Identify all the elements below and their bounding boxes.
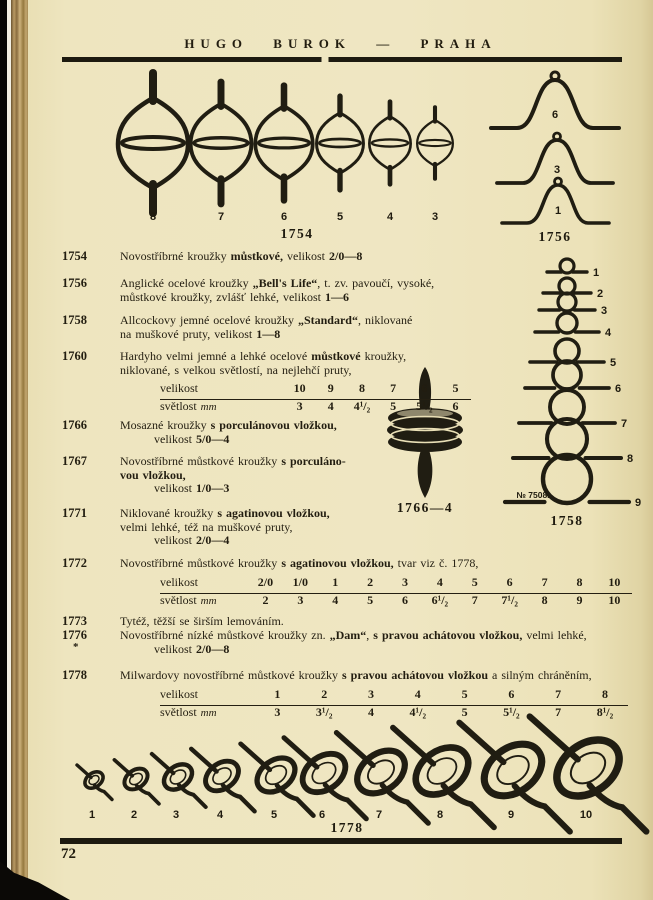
text-segment: velikost: [283, 249, 329, 263]
size-label: 6: [280, 211, 288, 223]
entry-number: [62, 419, 120, 433]
text-segment: Novostříbrné můstkové kroužky: [120, 454, 282, 468]
size-label: 3: [431, 211, 439, 223]
light-value: 3: [296, 399, 303, 413]
text-segment: a silným chráněním,: [488, 668, 592, 682]
text-segment: s agatinovou vložkou,: [281, 556, 394, 570]
entry-number: [62, 277, 120, 291]
text-segment: světlost: [160, 399, 197, 413]
entry-number: [62, 557, 120, 571]
light-row: [160, 400, 471, 417]
light-value: 4¹/₂: [409, 704, 427, 719]
text-segment: s porculánovou vložkou,: [210, 418, 337, 432]
size-table-1760: [160, 382, 471, 417]
book-page-stack-edge: [11, 0, 28, 900]
entry-line: [154, 534, 330, 548]
size-label: 7: [375, 809, 383, 821]
light-value: 2: [262, 592, 269, 607]
entry-number-text: 1776: [62, 628, 87, 642]
entry-line: [120, 364, 471, 378]
entry-line: [120, 455, 346, 469]
text-segment: Allcockovy jemné ocelové kroužky: [120, 313, 298, 327]
size-table-1772: [160, 576, 632, 611]
size-label: 3: [601, 305, 608, 317]
entry-number-text: 1767: [62, 454, 87, 468]
catalog-entry-1772: [62, 557, 632, 611]
entry-line: [120, 250, 362, 264]
light-row: [160, 594, 632, 611]
entry-body: [120, 277, 434, 304]
entry-line: [120, 669, 628, 683]
figure-caption: 1758: [550, 513, 584, 528]
unit-label: mm: [200, 594, 217, 607]
entry-number-text: 1771: [62, 506, 87, 520]
size-label: 10: [579, 809, 593, 821]
size-value: 9: [327, 381, 334, 395]
light-value: 6¹/₂: [431, 592, 449, 607]
text-segment: ,: [366, 628, 374, 642]
size-value: 3: [402, 574, 408, 589]
entry-number-text: 1778: [62, 668, 87, 682]
size-table-1778: [160, 688, 628, 723]
entry-number: [62, 250, 120, 264]
unit-label: mm: [200, 401, 217, 413]
catalog-entry-1771: [62, 507, 330, 548]
light-label: [160, 594, 248, 609]
light-value: 8¹/₂: [596, 704, 614, 719]
figure-1756-bell-guides: [487, 64, 642, 245]
light-value: 3¹/₂: [315, 704, 333, 719]
text-segment: „Dam“: [329, 628, 367, 642]
light-value: 5: [367, 592, 374, 607]
size-value: 6: [421, 381, 428, 395]
entry-line: [120, 419, 337, 433]
size-label: 7: [621, 418, 628, 430]
text-segment: 5/0—4: [196, 431, 230, 446]
size-value: 5: [452, 381, 459, 395]
text-segment: velmi lehké,: [522, 628, 587, 642]
size-value: 7: [555, 686, 562, 701]
entry-number: [62, 669, 120, 683]
page-number: 72: [61, 846, 76, 862]
entry-body: [120, 455, 346, 496]
entry-body: [120, 419, 337, 446]
figure-caption: 1766—4: [396, 500, 454, 515]
entry-line: [154, 643, 587, 657]
text-segment: 2/0—8: [196, 641, 230, 656]
size-label: 4: [386, 211, 394, 223]
entry-line: [154, 433, 337, 447]
size-value: 8: [601, 686, 608, 701]
entry-number: [62, 507, 120, 521]
entry-line: [120, 469, 346, 483]
text-segment: 1—6: [324, 289, 349, 304]
text-segment: Tytéž, těžší se širším lemováním.: [120, 614, 284, 628]
size-value: 5: [461, 686, 468, 701]
size-value: 3: [367, 686, 374, 701]
catalog-entry-1773: [62, 615, 284, 629]
footer-rule: [60, 838, 622, 844]
text-segment: Mosazné kroužky: [120, 418, 211, 432]
size-value: 8: [358, 381, 365, 395]
size-label: 3: [553, 164, 561, 176]
light-value: 4¹/₂: [353, 399, 371, 413]
light-value: 3: [274, 704, 281, 719]
text-segment: s agatinovou vložkou,: [217, 506, 330, 520]
size-value: 2: [321, 686, 328, 701]
entry-footnote-mark: *: [73, 640, 79, 653]
text-segment: velikost: [154, 641, 196, 656]
light-value: 7: [555, 704, 562, 719]
size-label: velikost: [160, 381, 198, 395]
light-value: 8: [541, 592, 548, 607]
size-label: 6: [615, 383, 622, 395]
entry-line: [120, 328, 412, 342]
light-value: 5: [390, 399, 397, 413]
light-value: 5¹/₂: [503, 704, 520, 719]
entry-body: [120, 250, 362, 264]
entry-body: [120, 669, 628, 723]
catalog-entry-1766: [62, 419, 337, 446]
size-row: [160, 576, 632, 594]
text-segment: na muškové pruty, velikost: [120, 326, 257, 341]
header-rule: [62, 57, 622, 62]
text-segment: 2/0—4: [196, 533, 230, 547]
entry-number-text: 1760: [62, 349, 87, 363]
size-value: 1/0: [292, 574, 308, 589]
text-segment: velikost: [154, 481, 196, 495]
text-segment: velmi lehké, též na muškové pruty,: [120, 519, 293, 534]
text-segment: Niklované kroužky: [120, 506, 218, 520]
size-label: 5: [336, 211, 344, 223]
text-segment: 2/0—8: [329, 249, 363, 263]
entry-number-text: 1754: [62, 249, 87, 263]
page-header: HUGO BUROK — PRAHA: [184, 36, 497, 51]
size-row: [160, 382, 471, 400]
text-segment: s pravou achátovou vložkou,: [373, 628, 523, 642]
light-value: 5¹/₂: [416, 399, 433, 413]
size-label: 9: [507, 809, 515, 821]
size-value: 5: [471, 574, 478, 589]
light-value: 4: [327, 399, 334, 413]
figure-1754-bridge-rings: [95, 70, 480, 243]
size-label: 3: [172, 809, 180, 821]
text-segment: s pravou achátovou vložkou: [341, 668, 488, 682]
bell-guides: [491, 72, 619, 223]
catalog-entry-1760: [62, 350, 471, 417]
entry-line: [120, 615, 284, 629]
text-segment: 1/0—3: [196, 481, 230, 495]
text-segment: , niklované: [357, 313, 413, 327]
light-label: [160, 706, 254, 721]
entry-number: [62, 615, 120, 629]
text-segment: velikost: [154, 533, 196, 547]
size-value: 1: [332, 574, 339, 589]
entry-number: [62, 629, 120, 651]
catalog-entry-1776: [62, 629, 587, 656]
text-segment: Novostříbrné můstkové kroužky: [120, 556, 282, 570]
entry-line: [120, 629, 587, 643]
size-label: 8: [436, 809, 444, 821]
light-value: 4: [367, 704, 374, 719]
entry-body: [120, 507, 330, 548]
text-segment: niklované, s velkou světlostí, na nejlehčí pruty,: [120, 362, 352, 377]
text-segment: Anglické ocelové kroužky: [120, 276, 253, 290]
size-value: 4: [414, 686, 421, 701]
text-segment: Hardyho velmi jemné a lehké ocelové: [120, 349, 312, 363]
entry-line: [120, 521, 330, 535]
text-segment: „Standard“: [297, 313, 358, 327]
size-label: 5: [610, 357, 617, 369]
text-segment: vou vložkou,: [120, 467, 186, 482]
entry-number-text: 1773: [62, 614, 87, 628]
entry-number: [62, 350, 120, 364]
light-value: 5: [461, 704, 468, 719]
entry-body: [120, 557, 632, 611]
light-value: 6: [452, 399, 459, 413]
entry-line: [120, 557, 632, 571]
entry-body: [120, 350, 471, 417]
text-segment: světlost: [160, 592, 197, 607]
light-value: 7¹/₂: [501, 592, 518, 607]
catalog-entry-1758: [62, 314, 412, 341]
light-row: [160, 706, 628, 723]
size-label: 2: [130, 809, 138, 821]
light-value: 6: [402, 592, 408, 607]
light-value: 10: [608, 592, 621, 607]
text-segment: s porculáno-: [281, 454, 346, 468]
text-segment: můstkové,: [230, 249, 283, 263]
size-value: 2: [367, 574, 374, 589]
entry-line: [120, 291, 434, 305]
light-value: 9: [576, 592, 583, 607]
size-label: 4: [216, 809, 224, 821]
text-segment: Milwardovy novostříbrné můstkové kroužky: [120, 668, 342, 682]
size-label: 8: [149, 211, 157, 223]
entry-line: [120, 314, 412, 328]
size-value: 8: [576, 574, 583, 589]
snake-guides: [505, 259, 629, 503]
size-value: 7: [541, 574, 548, 589]
size-label: 8: [627, 453, 634, 465]
figure-1778-agate-guides: [55, 710, 649, 836]
catalog-entry-1778: [62, 669, 628, 723]
text-segment: tvar viz č. 1778,: [393, 556, 479, 570]
agate-guide-row: [77, 717, 646, 832]
entry-number-text: 1756: [62, 276, 87, 290]
entry-body: [120, 314, 412, 341]
catalog-paper: [28, 0, 653, 900]
size-value: 1: [274, 686, 281, 701]
size-value: 6: [508, 686, 515, 701]
size-label: 6: [551, 109, 559, 121]
text-segment: Novostříbrné nízké můstkové kroužky zn.: [120, 628, 330, 642]
catalog-entry-1756: [62, 277, 434, 304]
entry-number-text: 1772: [62, 556, 87, 570]
entry-number-text: 1758: [62, 313, 87, 327]
text-segment: můstkové: [311, 349, 361, 363]
light-label: [160, 400, 284, 415]
light-value: 4: [332, 592, 339, 607]
size-label: 4: [605, 327, 612, 339]
text-segment: Novostříbrné kroužky: [120, 249, 231, 263]
catalog-entry-1767: [62, 455, 346, 496]
entry-number: [62, 314, 120, 328]
entry-line: [154, 482, 346, 496]
text-segment: velikost: [154, 431, 196, 446]
size-value: 2/0: [257, 574, 274, 589]
size-row: [160, 688, 628, 706]
size-label: 2: [597, 288, 604, 300]
figure-caption: 1754: [280, 226, 314, 241]
text-segment: světlost: [160, 704, 197, 719]
size-label: 1: [593, 267, 600, 279]
size-label: 1: [88, 809, 96, 821]
text-segment: kroužky,: [360, 349, 407, 363]
bridge-ring-row: [118, 73, 453, 213]
entry-number-text: 1766: [62, 418, 87, 432]
size-label: 7: [217, 211, 225, 223]
size-value: 6: [506, 574, 513, 589]
size-value: 7: [390, 381, 397, 395]
size-value: 10: [293, 381, 306, 395]
size-label: 9: [635, 497, 642, 509]
entry-number: [62, 455, 120, 469]
text-segment: , t. zv. pavoučí, vysoké,: [317, 276, 435, 290]
figure-caption: 1756: [538, 229, 572, 244]
entry-line: [120, 507, 330, 521]
size-label: velikost: [160, 686, 198, 701]
model-number-note: № 7508.: [516, 490, 550, 500]
entry-body: [120, 615, 284, 629]
figure-1758-snake-guides: [495, 252, 653, 530]
unit-label: mm: [200, 706, 217, 719]
entry-body: [120, 629, 587, 656]
light-value: 3: [297, 592, 304, 607]
text-segment: 1—8: [256, 326, 281, 341]
size-label: 5: [270, 809, 278, 821]
catalog-entry-1754: [62, 250, 362, 264]
size-value: 10: [608, 574, 621, 589]
figure-caption: 1778: [330, 820, 364, 835]
size-label: 6: [318, 809, 326, 821]
text-segment: můstkové kroužky, zvlášť lehké, velikost: [120, 289, 325, 304]
text-segment: „Bell's Life“: [252, 276, 318, 290]
size-value: 4: [436, 574, 443, 589]
entry-line: [120, 350, 471, 364]
light-value: 7: [471, 592, 478, 607]
size-label: velikost: [160, 574, 198, 589]
entry-line: [120, 277, 434, 291]
size-label: 1: [554, 205, 562, 217]
